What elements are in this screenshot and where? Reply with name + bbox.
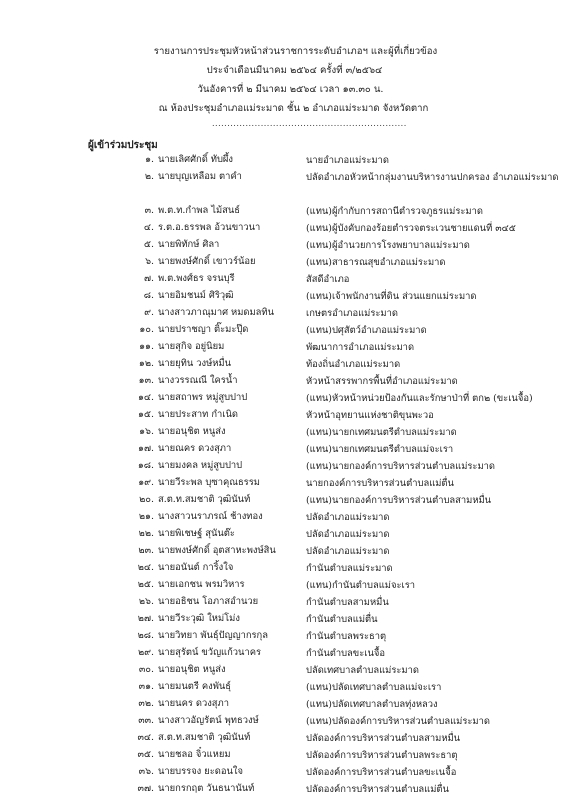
attendee-number: ๑๙.: [138, 477, 154, 488]
attendee-row: [0, 390, 581, 407]
attendee-name: นายอธิชน โอภาสอำนวย: [158, 596, 259, 607]
attendee-number: ๒๑.: [138, 511, 154, 522]
attendee-position: ปลัดองค์การบริหารส่วนตำบลพระธาตุ: [306, 750, 458, 761]
attendee-name: นายเอกชน พรมวิหาร: [158, 579, 245, 590]
attendee-row: [0, 322, 581, 339]
attendee-row: [0, 662, 581, 679]
attendee-number: ๒๓.: [138, 545, 154, 556]
attendee-row: [0, 730, 581, 747]
attendee-name: นางสาวอัญรัตน์ พุทธวงษ์: [158, 715, 259, 726]
attendee-name: นายยุทิน วงษ์หมื่น: [158, 358, 232, 369]
attendee-row: [0, 271, 581, 288]
attendee-name: นายบรรจง ยะดอนใจ: [158, 766, 243, 777]
attendee-name: นายปราชญา ติ๊ะมะปุ๊ด: [158, 324, 249, 335]
attendee-row: [0, 441, 581, 458]
report-title: รายงานการประชุมหัวหน้าส่วนราชการระดับอำเภอฯ และผู้ที่เกี่ยวข้อง: [153, 46, 438, 57]
attendee-name: นางสาวภาณุมาศ หมดมลทิน: [158, 307, 274, 318]
attendee-name: นายวีระพล บุซาคุณธรรม: [158, 477, 260, 488]
attendee-row: [0, 713, 581, 730]
attendee-name: ส.ต.ท.สมชาติ วุฒินันท์: [158, 494, 251, 505]
header-divider: ................................................................: [212, 119, 407, 128]
attendee-number: ๓๒.: [138, 698, 154, 709]
attendee-position: กำนันตำบลขะเนจื้อ: [306, 648, 385, 659]
attendee-row: [0, 577, 581, 594]
attendee-name: นายชลอ จิ๋วแหยม: [158, 749, 231, 760]
attendee-position: (แทน)ปศุสัตว์อำเภอแม่ระมาด: [306, 325, 427, 336]
meeting-session: ประจำเดือนมีนาคม ๒๕๖๔ ครั้งที่ ๓/๒๕๖๔: [206, 65, 383, 76]
attendee-name: นายณคร ดวงสุภา: [158, 443, 232, 454]
attendee-position: ปลัดอำเภอหัวหน้ากลุ่มงานบริหารงานปกครอง อำเภอแม่ระมาด: [306, 172, 559, 183]
attendee-position: (แทน)นายกองค์การบริหารส่วนตำบลสามหมื่น: [306, 495, 492, 506]
attendee-row: [0, 560, 581, 577]
attendee-name: นายอนุชิต หนูส่ง: [158, 664, 226, 675]
attendee-name: นายพงษ์ศักดิ์ อุตสาหะพงษ์สิน: [158, 545, 276, 556]
attendee-position: (แทน)เจ้าพนักงานที่ดิน ส่วนแยกแม่ระมาด: [306, 291, 477, 302]
attendee-name: ส.ต.ท.สมชาติ วุฒินันท์: [158, 732, 251, 743]
attendee-name: นางสาวนราภรณ์ ช้างทอง: [158, 511, 263, 522]
attendee-position: กำนันตำบลแม่ระมาด: [306, 563, 393, 574]
attendee-position: (แทน)ผู้อำนวยการโรงพยาบาลแม่ระมาด: [306, 240, 470, 251]
attendee-position: ปลัดอำเภอแม่ระมาด: [306, 529, 390, 540]
attendee-number: ๒๕.: [137, 579, 154, 590]
attendee-number: ๑๔.: [137, 392, 154, 403]
attendee-position: หัวหน้าสรรพากรพื้นที่อำเภอแม่ระมาด: [306, 376, 458, 387]
attendee-number: ๒.: [144, 171, 154, 182]
attendee-position: สัสดีอำเภอ: [306, 274, 350, 285]
attendee-row: [0, 424, 581, 441]
attendee-row: [0, 407, 581, 424]
attendee-position: ท้องถิ่นอำเภอแม่ระมาด: [306, 359, 401, 370]
attendee-position: กำนันตำบลสามหมื่น: [306, 597, 389, 608]
attendee-position: (แทน)หัวหน้าหน่วยป้องกันและรักษาป่าที่ ตก๒ (ขะเนจื้อ): [306, 393, 533, 404]
attendee-number: ๒๐.: [139, 494, 154, 505]
attendee-position: ปลัดอำเภอแม่ระมาด: [306, 512, 390, 523]
attendee-name: นายอิมชนม์ ศิริวุฒิ: [158, 290, 234, 301]
attendee-name: นางวรรณณี ใครน้ำ: [158, 375, 238, 386]
attendee-row: [0, 475, 581, 492]
attendee-row: [0, 509, 581, 526]
attendee-name: นายวิทยา พันธุ์ปัญญากรกุล: [158, 630, 268, 641]
attendee-position: (แทน)ปลัดเทศบาลตำบลแม่จะเรา: [306, 682, 442, 693]
attendee-row: [0, 203, 581, 220]
attendee-position: (แทน)ผู้กำกับการสถานีตำรวจภูธรแม่ระมาด: [306, 206, 483, 217]
attendee-name: นายประสาท กำเนิด: [158, 409, 238, 420]
attendee-number: ๑๖.: [139, 426, 154, 437]
attendee-position: (แทน)กำนันตำบลแม่จะเรา: [306, 580, 416, 591]
attendee-number: ๕.: [143, 239, 154, 250]
attendee-row: [0, 526, 581, 543]
attendee-number: ๙.: [144, 307, 154, 318]
attendee-row: [0, 781, 581, 798]
attendee-name: นายเลิศศักดิ์ ทับผึ้ง: [158, 154, 233, 165]
attendee-row: [0, 747, 581, 764]
attendee-name: นายสุรัตน์ ขวัญแก้วนาคร: [158, 647, 262, 658]
attendee-number: ๑๒.: [138, 358, 154, 369]
attendee-row: [0, 169, 581, 203]
attendee-row: [0, 492, 581, 509]
attendee-position: กำนันตำบลแม่ตื่น: [306, 614, 378, 625]
attendee-number: ๑๕.: [137, 409, 154, 420]
attendee-name: นายวีระวุฒิ ใหม่โม่ง: [158, 613, 240, 624]
attendee-position: ปลัดองค์การบริหารส่วนตำบลขะเนจื้อ: [306, 767, 457, 778]
attendee-row: [0, 220, 581, 237]
attendee-position: (แทน)ผู้บังคับกองร้อยตำรวจตระเวนชายแดนที่ ๓๔๕: [306, 223, 516, 234]
attendee-row: [0, 373, 581, 390]
attendee-number: ๓๓.: [138, 715, 154, 726]
attendee-row: [0, 611, 581, 628]
attendee-number: ๖.: [145, 256, 154, 267]
attendee-name: นายมนตรี คงพันธุ์: [158, 681, 232, 692]
attendee-number: ๓๐.: [138, 664, 154, 675]
attendee-row: [0, 679, 581, 696]
attendee-name: พ.ต.ท.กำพล ไม้สนธ์: [158, 205, 240, 216]
attendee-number: ๑๐.: [139, 324, 154, 335]
attendee-number: ๒๔.: [137, 562, 154, 573]
attendee-number: ๓๖.: [138, 766, 154, 777]
attendee-number: ๒๒.: [138, 528, 154, 539]
attendee-number: ๘.: [143, 290, 154, 301]
meeting-venue: ณ ห้องประชุมอำเภอแม่ระมาด ชั้น ๒ อำเภอแม่ระมาด จังหวัดตาก: [158, 103, 429, 114]
attendee-number: ๓๔.: [137, 732, 154, 743]
attendee-position: (แทน)ปลัดเทศบาลตำบลทุ่งหลวง: [306, 699, 438, 710]
attendee-name: นายนคร ดวงสุภา: [158, 698, 229, 709]
attendee-position: (แทน)สาธารณสุขอำเภอแม่ระมาด: [306, 257, 446, 268]
attendee-number: ๓.: [144, 205, 154, 216]
attendee-number: ๑.: [145, 154, 154, 165]
attendee-number: ๒๙.: [137, 647, 154, 658]
attendee-name: นายบุญเหลือม ตาคำ: [158, 171, 242, 182]
attendee-name: นายอนุชิต หนูส่ง: [158, 426, 226, 437]
section-title: ผู้เข้าร่วมประชุม: [88, 140, 158, 151]
attendee-name: นายมงคล หมู่สูบปาป: [158, 460, 243, 471]
attendee-position: หัวหน้าอุทยานแห่งชาติขุนพะวอ: [306, 410, 434, 421]
attendee-name: นายสถาพร หมู่สูบปาป: [158, 392, 248, 403]
attendee-number: ๒๖.: [138, 596, 154, 607]
attendee-name: พ.ต.พงศ์ธร จรนบุรี: [158, 273, 235, 284]
attendee-row: [0, 288, 581, 305]
attendee-row: [0, 764, 581, 781]
attendee-position: นายอำเภอแม่ระมาด: [306, 155, 389, 166]
attendee-row: [0, 356, 581, 373]
attendee-row: [0, 305, 581, 322]
attendee-row: [0, 254, 581, 271]
attendee-position: (แทน)นายกเทศมนตรีตำบลแม่จะเรา: [306, 444, 454, 455]
attendee-number: ๑๑.: [139, 341, 154, 352]
attendee-position: ปลัดอำเภอแม่ระมาด: [306, 546, 390, 557]
attendee-row: [0, 628, 581, 645]
attendee-name: นายพงษ์ศักดิ์ เขาวร์น้อย: [158, 256, 256, 267]
attendee-row: [0, 543, 581, 560]
attendee-row: [0, 696, 581, 713]
attendee-number: ๗.: [143, 273, 154, 284]
attendee-position: นายกองค์การบริหารส่วนตำบลแม่ตื่น: [306, 478, 454, 489]
attendee-name: นายพิทักษ์ ศิลา: [158, 239, 220, 250]
attendee-number: ๓๑.: [138, 681, 154, 692]
attendee-number: ๓๕.: [137, 749, 154, 760]
attendee-row: [0, 645, 581, 662]
attendee-position: เกษตรอำเภอแม่ระมาด: [306, 308, 398, 319]
attendee-row: [0, 152, 581, 169]
attendee-position: พัฒนาการอำเภอแม่ระมาด: [306, 342, 415, 353]
attendee-list: [0, 152, 581, 798]
document-header: [0, 42, 581, 118]
attendee-row: [0, 458, 581, 475]
attendee-name: นายสุกิจ อยู่นิยม: [158, 341, 225, 352]
attendee-position: (แทน)ปลัดองค์การบริหารส่วนตำบลแม่ระมาด: [306, 716, 490, 727]
attendee-number: ๑๗.: [138, 443, 154, 454]
attendee-name: นายกรกฤต วันธนานันท์: [158, 783, 255, 794]
attendee-position: (แทน)นายกองค์การบริหารส่วนตำบลแม่ระมาด: [306, 461, 495, 472]
attendee-position: กำนันตำบลพระธาตุ: [306, 631, 387, 642]
attendee-name: นายอนันต์ การิ้งใจ: [158, 562, 234, 573]
attendee-name: นายพิเชษฐ์ สุนันต๊ะ: [158, 528, 235, 539]
attendee-number: ๓๗.: [137, 783, 154, 794]
attendee-position: (แทน)นายกเทศมนตรีตำบลแม่ระมาด: [306, 427, 457, 438]
meeting-date-time: วันอังคารที่ ๒ มีนาคม ๒๕๖๔ เวลา ๑๓.๓๐ น.: [197, 84, 384, 95]
attendee-number: ๔.: [143, 222, 154, 233]
attendee-number: ๒๗.: [137, 613, 154, 624]
attendee-name: ร.ต.อ.ธรรพล อ้วนขาวนา: [158, 222, 261, 233]
attendee-row: [0, 237, 581, 254]
attendee-row: [0, 339, 581, 356]
attendee-number: ๒๘.: [137, 630, 154, 641]
attendee-number: ๑๓.: [138, 375, 154, 386]
attendee-position: ปลัดเทศบาลตำบลแม่ระมาด: [306, 665, 419, 676]
attendee-row: [0, 594, 581, 611]
attendee-position: ปลัดองค์การบริหารส่วนตำบลสามหมื่น: [306, 733, 461, 744]
attendee-number: ๑๘.: [137, 460, 154, 471]
attendee-position: ปลัดองค์การบริหารส่วนตำบลแม่ตื่น: [306, 784, 449, 795]
